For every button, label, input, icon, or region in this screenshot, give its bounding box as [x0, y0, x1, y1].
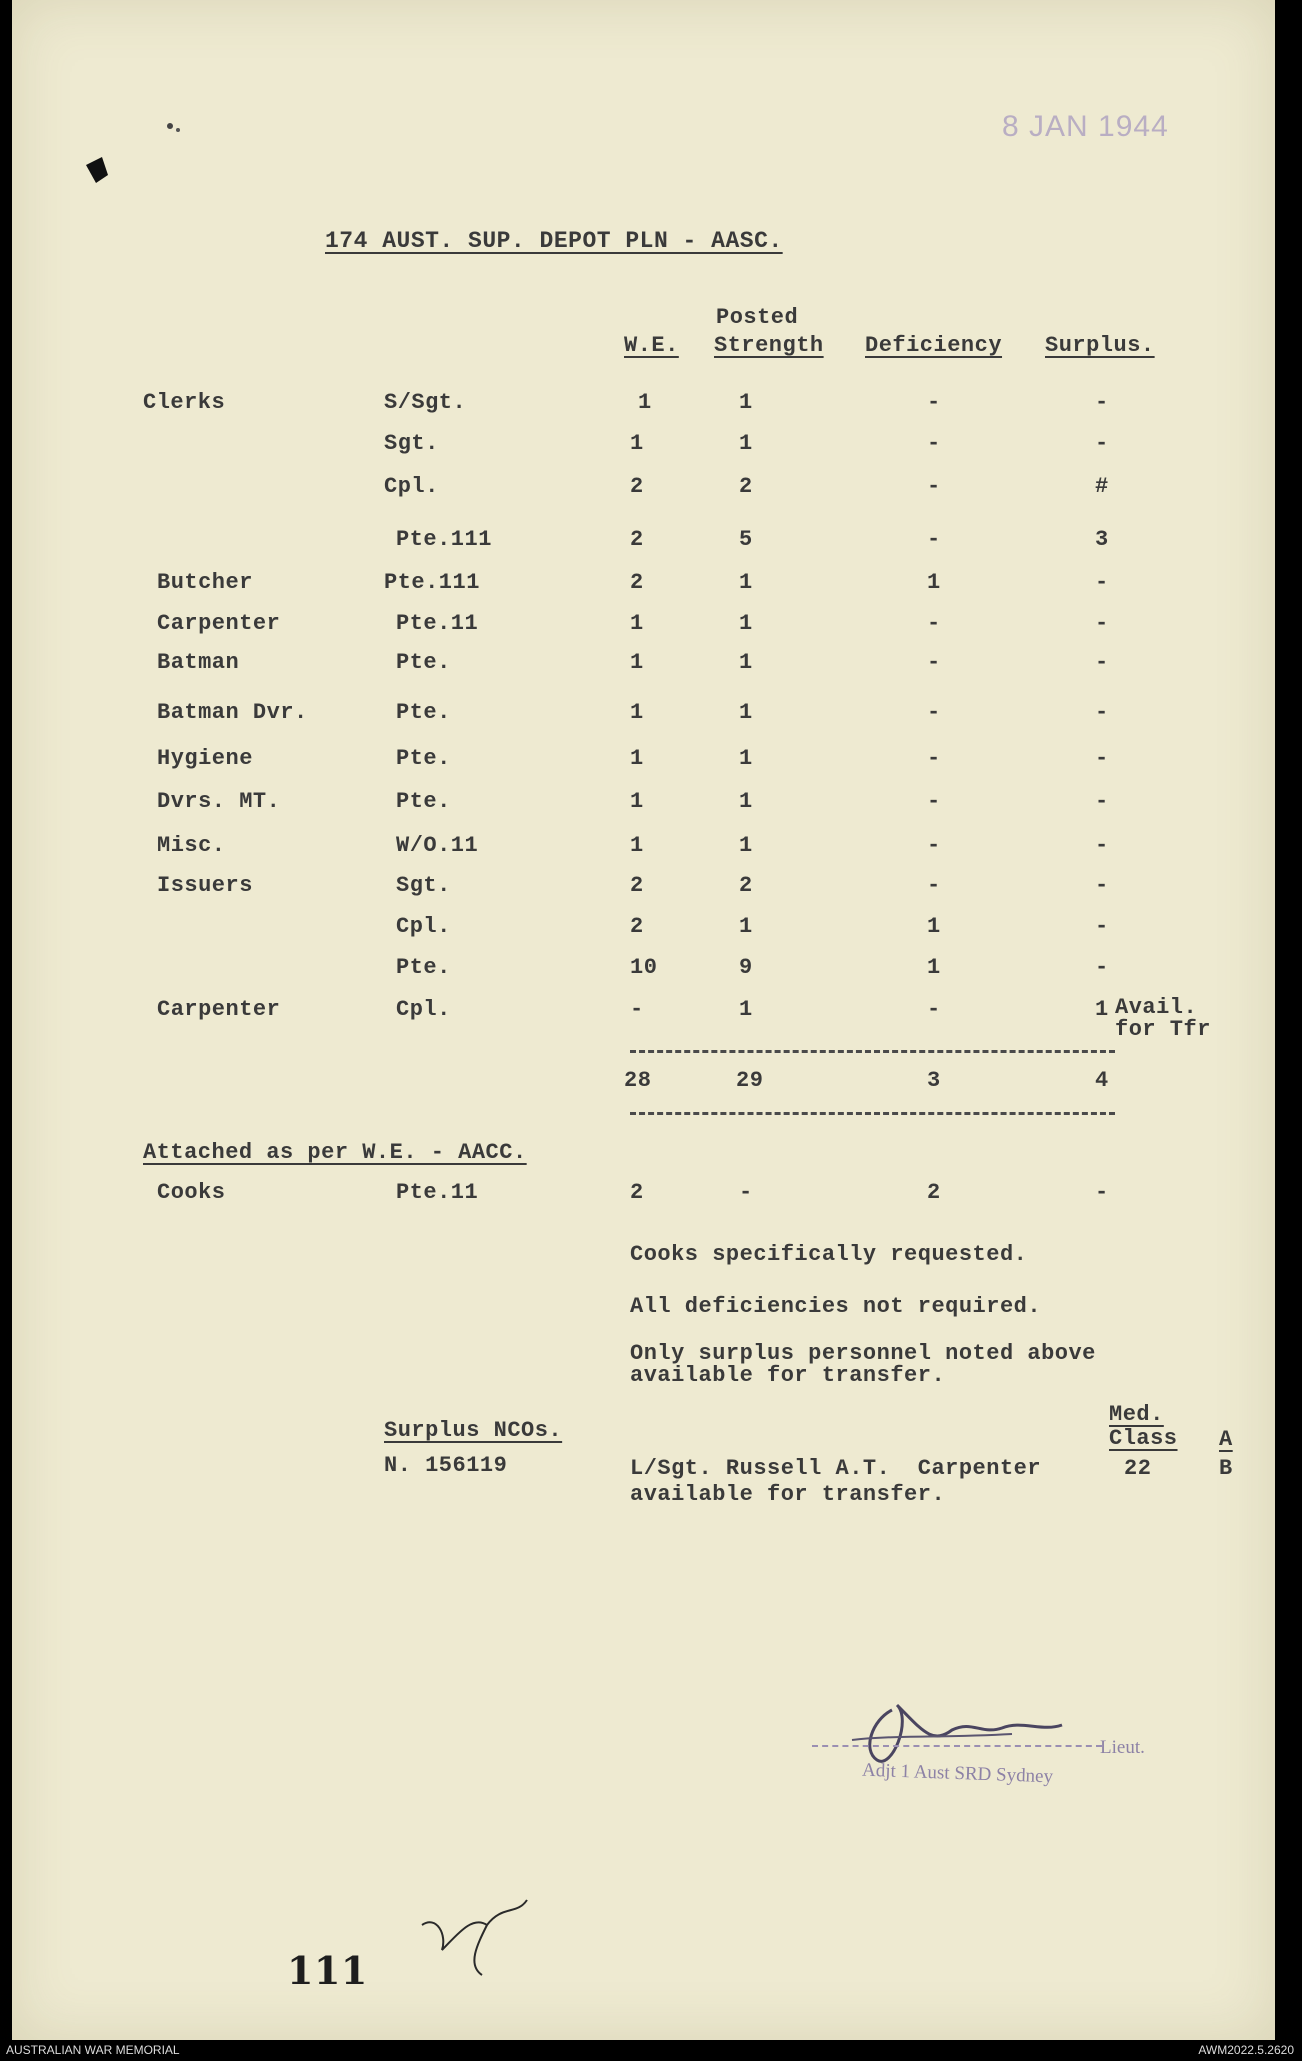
we-cell: 2 [630, 1180, 644, 1205]
trade-cell: Clerks [143, 390, 226, 415]
posted-cell: - [739, 1180, 753, 1205]
deficiency-cell: - [927, 650, 941, 675]
rank-cell: Pte. [396, 746, 451, 771]
signature-rank: Lieut. [1100, 1737, 1145, 1758]
surplus-cell: - [1095, 833, 1109, 858]
trade-cell: Batman Dvr. [157, 700, 308, 725]
punch-hole-mark [84, 155, 114, 185]
med-class-b: B [1219, 1456, 1233, 1481]
we-cell: 1 [630, 700, 644, 725]
table-row [12, 955, 1275, 985]
total-rule-bottom [630, 1112, 1115, 1115]
posted-cell: 1 [739, 789, 753, 814]
surplus-cell: - [1095, 700, 1109, 725]
rank-cell: Pte. [396, 700, 451, 725]
posted-cell: 9 [739, 955, 753, 980]
table-row [12, 474, 1275, 504]
surplus-cell: - [1095, 746, 1109, 771]
rank-cell: Sgt. [396, 873, 451, 898]
surplus-cell: - [1095, 570, 1109, 595]
rank-cell: Sgt. [384, 431, 439, 456]
posted-cell: 1 [739, 746, 753, 771]
date-stamp: 8 JAN 1944 [1002, 110, 1169, 143]
posted-cell: 1 [739, 833, 753, 858]
trade-cell: Batman [157, 650, 240, 675]
table-row [12, 1180, 1275, 1210]
surplus-cell: # [1095, 474, 1109, 499]
table-row [12, 873, 1275, 903]
we-cell: 2 [630, 914, 644, 939]
rank-cell: S/Sgt. [384, 390, 467, 415]
margin-mark: 111 [287, 1948, 368, 1993]
deficiency-cell: 1 [927, 914, 941, 939]
footer-left: AUSTRALIAN WAR MEMORIAL [6, 2043, 180, 2057]
trade-cell: Misc. [157, 833, 226, 858]
deficiency-cell: - [927, 527, 941, 552]
header-surplus: Surplus. [1045, 333, 1155, 358]
table-row [12, 650, 1275, 680]
surplus-cell: - [1095, 650, 1109, 675]
deficiency-cell: 1 [927, 570, 941, 595]
surplus-cell: - [1095, 789, 1109, 814]
rank-cell: Cpl. [396, 997, 451, 1022]
med-class-label: Med. Class [1109, 1402, 1178, 1451]
total-deficiency: 3 [927, 1068, 941, 1093]
table-row [12, 914, 1275, 944]
deficiency-cell: 2 [927, 1180, 941, 1205]
posted-cell: 1 [739, 700, 753, 725]
surplus-cell: - [1095, 873, 1109, 898]
we-cell: 1 [630, 746, 644, 771]
posted-cell: 1 [739, 997, 753, 1022]
footer-right: AWM2022.5.2620 [1198, 2043, 1294, 2057]
table-row [12, 527, 1275, 557]
deficiency-cell: - [927, 873, 941, 898]
signature-unit-stamp: Adjt 1 Aust SRD Sydney [861, 1759, 1054, 1788]
we-cell: 1 [638, 390, 652, 415]
service-number: N. 156119 [384, 1453, 508, 1478]
rank-cell: Pte.111 [384, 570, 480, 595]
med-class-a: A [1219, 1427, 1233, 1452]
we-cell: 1 [630, 833, 644, 858]
posted-cell: 1 [739, 650, 753, 675]
surplus-cell: - [1095, 955, 1109, 980]
trade-cell: Carpenter [157, 611, 281, 636]
surplus-cell: 3 [1095, 527, 1109, 552]
rank-cell: Cpl. [396, 914, 451, 939]
deficiency-cell: - [927, 611, 941, 636]
posted-cell: 1 [739, 431, 753, 456]
surplus-cell: - [1095, 1180, 1109, 1205]
table-row [12, 431, 1275, 461]
rank-cell: Pte.111 [396, 527, 492, 552]
posted-cell: 1 [739, 914, 753, 939]
deficiency-cell: - [927, 390, 941, 415]
trade-cell: Carpenter [157, 997, 281, 1022]
table-row [12, 390, 1275, 420]
totals-row [12, 1068, 1275, 1098]
surplus-cell: - [1095, 390, 1109, 415]
surplus-nco-detail: L/Sgt. Russell A.T. Carpenter available for transfer. [630, 1456, 1042, 1507]
total-surplus: 4 [1095, 1068, 1109, 1093]
attached-heading: Attached as per W.E. - AACC. [143, 1140, 527, 1165]
we-cell: - [630, 997, 644, 1022]
header-deficiency: Deficiency [865, 333, 1003, 358]
we-cell: 2 [630, 474, 644, 499]
we-cell: 2 [630, 873, 644, 898]
med-class-value: 22 [1124, 1456, 1152, 1481]
posted-cell: 1 [739, 570, 753, 595]
rank-cell: Pte. [396, 789, 451, 814]
deficiency-cell: - [927, 833, 941, 858]
deficiency-cell: - [927, 700, 941, 725]
we-cell: 2 [630, 527, 644, 552]
we-cell: 1 [630, 789, 644, 814]
we-cell: 1 [630, 611, 644, 636]
posted-cell: 1 [739, 611, 753, 636]
surplus-cell: - [1095, 431, 1109, 456]
document-title: 174 AUST. SUP. DEPOT PLN - AASC. [325, 228, 783, 254]
we-cell: 1 [630, 650, 644, 675]
total-we: 28 [624, 1068, 652, 1093]
rank-cell: Pte.11 [396, 611, 479, 636]
posted-cell: 2 [739, 873, 753, 898]
surplus-cell: 1 [1095, 997, 1109, 1022]
header-we: W.E. [624, 333, 679, 358]
deficiency-cell: - [927, 789, 941, 814]
table-row [12, 700, 1275, 730]
we-cell: 1 [630, 431, 644, 456]
table-row [12, 997, 1275, 1057]
signature-rule [812, 1745, 1102, 1747]
table-row [12, 746, 1275, 776]
note-cooks-requested: Cooks specifically requested. [630, 1242, 1028, 1267]
document-page [12, 0, 1275, 2040]
rank-cell: Pte. [396, 650, 451, 675]
rank-cell: W/O.11 [396, 833, 479, 858]
trade-cell: Hygiene [157, 746, 253, 771]
deficiency-cell: - [927, 474, 941, 499]
posted-cell: 5 [739, 527, 753, 552]
surplus-ncos-heading: Surplus NCOs. [384, 1418, 563, 1443]
initials-mark [417, 1895, 537, 1985]
surplus-cell: - [1095, 611, 1109, 636]
deficiency-cell: - [927, 997, 941, 1022]
deficiency-cell: - [927, 431, 941, 456]
rank-cell: Pte.11 [396, 1180, 479, 1205]
rank-cell: Pte. [396, 955, 451, 980]
surplus-cell: - [1095, 914, 1109, 939]
trade-cell: Cooks [157, 1180, 226, 1205]
trade-cell: Butcher [157, 570, 253, 595]
note-deficiencies: All deficiencies not required. [630, 1294, 1042, 1319]
table-row [12, 611, 1275, 641]
table-row [12, 833, 1275, 863]
deficiency-cell: - [927, 746, 941, 771]
trade-cell: Issuers [157, 873, 253, 898]
ink-speck [164, 118, 184, 138]
total-rule-top [630, 1050, 1115, 1053]
note-surplus-transfer: Only surplus personnel noted above available for transfer. [630, 1341, 1096, 1388]
posted-cell: 1 [739, 390, 753, 415]
trade-cell: Dvrs. MT. [157, 789, 281, 814]
posted-cell: 2 [739, 474, 753, 499]
table-row [12, 789, 1275, 819]
header-posted-line1: Posted [716, 305, 799, 330]
surplus-note: Avail. for Tfr [1115, 995, 1211, 1042]
total-posted: 29 [736, 1068, 764, 1093]
we-cell: 2 [630, 570, 644, 595]
rank-cell: Cpl. [384, 474, 439, 499]
we-cell: 10 [630, 955, 658, 980]
deficiency-cell: 1 [927, 955, 941, 980]
header-posted-strength: Strength [714, 333, 824, 358]
table-row [12, 570, 1275, 600]
